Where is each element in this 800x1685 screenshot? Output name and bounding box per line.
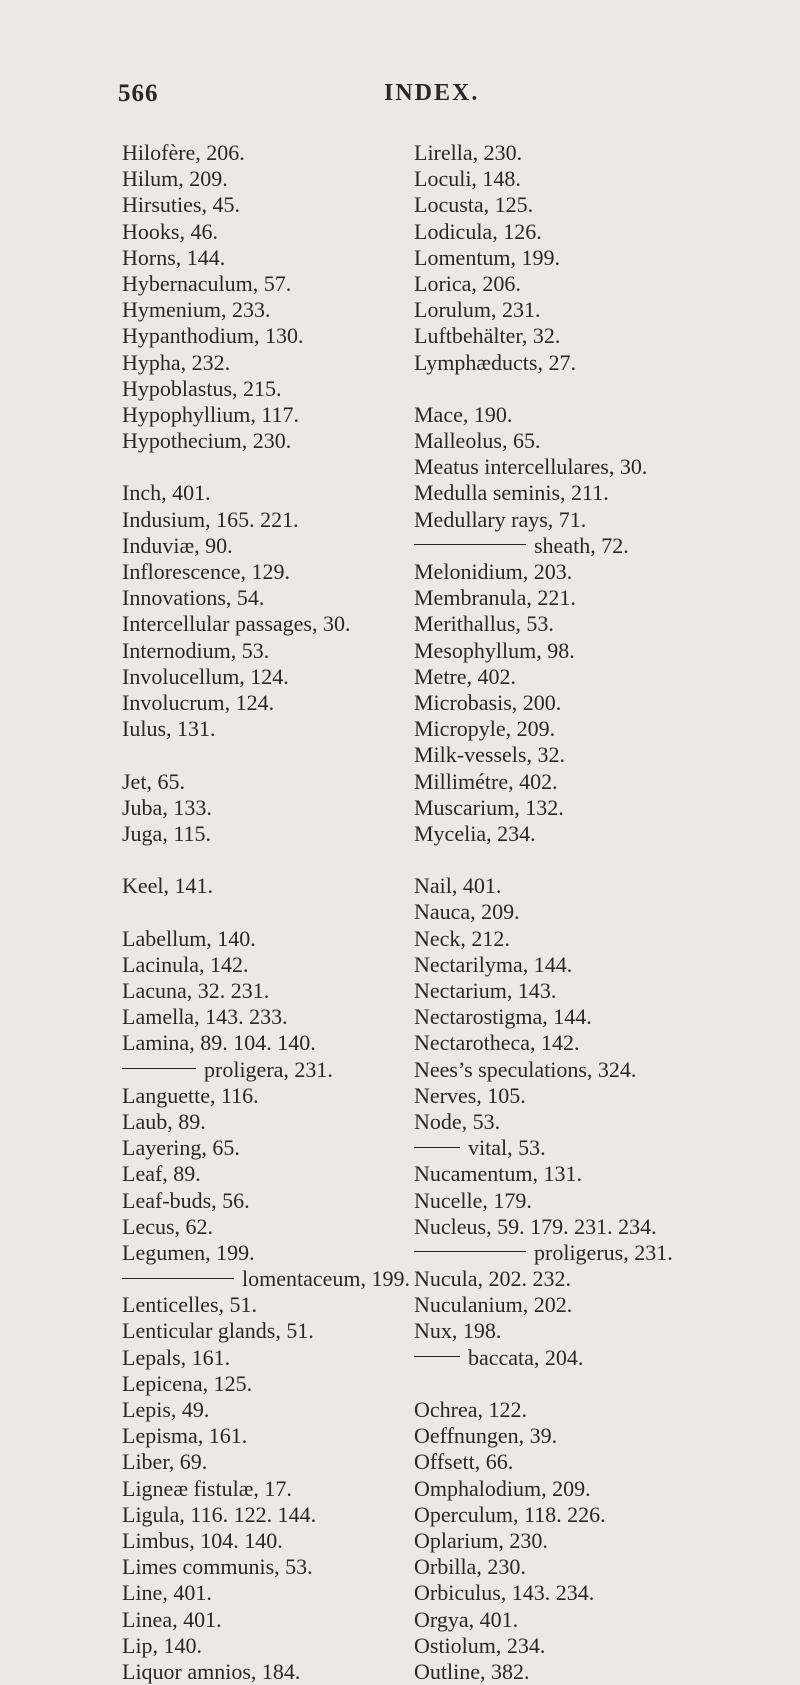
- index-entry: [414, 899, 744, 925]
- index-entry: [122, 795, 452, 821]
- index-entry: [122, 1607, 452, 1633]
- index-entry: [122, 873, 452, 899]
- entry-text: Micropyle, 209.: [414, 716, 556, 742]
- index-entry: [122, 1109, 452, 1135]
- entry-text: Mycelia, 234.: [414, 820, 536, 846]
- entry-text: Metre, 402.: [414, 663, 517, 689]
- index-column-left: [122, 140, 452, 1685]
- entry-text: Keel, 141.: [122, 873, 214, 899]
- index-entry: [122, 480, 452, 506]
- entry-text: Nucula, 202. 232.: [414, 1266, 572, 1292]
- index-entry: [414, 1188, 744, 1214]
- entry-text: Nectarilyma, 144.: [414, 951, 573, 977]
- entry-text: Layering, 65.: [122, 1135, 240, 1161]
- index-entry: [414, 1057, 744, 1083]
- entry-text: Mace, 190.: [414, 401, 513, 427]
- index-entry: [414, 742, 744, 768]
- section-gap: [414, 847, 744, 873]
- index-entry: [122, 376, 452, 402]
- index-entry: [414, 140, 744, 166]
- index-entry: [122, 821, 452, 847]
- entry-text: Involucrum, 124.: [122, 689, 275, 715]
- index-entry: [122, 350, 452, 376]
- index-entry: [122, 638, 452, 664]
- index-entry: [414, 480, 744, 506]
- entry-text: sheath, 72.: [534, 532, 629, 558]
- index-entry: [414, 1266, 744, 1292]
- index-entry: [414, 1318, 744, 1344]
- index-entry: [122, 716, 452, 742]
- entry-text: Hypophyllium, 117.: [122, 401, 300, 427]
- entry-text: Lamella, 143. 233.: [122, 1004, 288, 1030]
- entry-text: Lip, 140.: [122, 1632, 203, 1658]
- entry-text: Luftbehälter, 32.: [414, 323, 561, 349]
- entry-text: Internodium, 53.: [122, 637, 270, 663]
- entry-text: Hypha, 232.: [122, 349, 231, 375]
- repeat-dash: [414, 544, 526, 545]
- entry-text: Lodicula, 126.: [414, 218, 542, 244]
- entry-text: Merithallus, 53.: [414, 611, 554, 637]
- entry-text: lomentaceum, 199.: [242, 1266, 411, 1292]
- index-entry: [122, 1318, 452, 1344]
- entry-text: baccata, 204.: [468, 1344, 584, 1370]
- index-entry: [414, 166, 744, 192]
- entry-text: Nauca, 209.: [414, 899, 520, 925]
- index-entry: [122, 1266, 452, 1292]
- entry-text: Nail, 401.: [414, 873, 502, 899]
- entry-text: Nectarium, 143.: [414, 978, 557, 1003]
- entry-text: Line, 401.: [122, 1580, 212, 1606]
- index-entry: [122, 192, 452, 218]
- entry-text: Liquor amnios, 184.: [122, 1658, 301, 1684]
- entry-text: Operculum, 118. 226.: [414, 1501, 606, 1527]
- index-entry: [122, 1240, 452, 1266]
- index-entry: [122, 952, 452, 978]
- index-entry: [122, 1659, 452, 1685]
- index-entry: [122, 611, 452, 637]
- entry-text: Hypoblastus, 215.: [122, 375, 282, 401]
- entry-text: Hypanthodium, 130.: [122, 323, 304, 349]
- index-entry: [122, 271, 452, 297]
- entry-text: Hooks, 46.: [122, 218, 218, 244]
- entry-text: Horns, 144.: [122, 244, 226, 270]
- section-gap: [414, 1371, 744, 1397]
- entry-text: Microbasis, 200.: [414, 689, 562, 715]
- index-entry: [122, 323, 452, 349]
- index-entry: [414, 1240, 744, 1266]
- entry-text: Ochrea, 122.: [414, 1397, 528, 1422]
- entry-text: Orgya, 401.: [414, 1606, 519, 1632]
- index-entry: [122, 533, 452, 559]
- entry-text: Millimétre, 402.: [414, 768, 558, 794]
- entry-text: Nectarostigma, 144.: [414, 1004, 592, 1030]
- index-entry: [122, 664, 452, 690]
- index-entry: [122, 978, 452, 1004]
- entry-text: Omphalodium, 209.: [414, 1475, 591, 1501]
- index-entry: [414, 402, 744, 428]
- entry-text: Leaf-buds, 56.: [122, 1187, 250, 1213]
- page-number: 566: [118, 80, 159, 107]
- index-entry: [122, 690, 452, 716]
- entry-text: Medulla seminis, 211.: [414, 480, 609, 506]
- entry-text: Nucleus, 59. 179. 231. 234.: [414, 1213, 657, 1239]
- index-entry: [414, 1449, 744, 1475]
- entry-text: Limbus, 104. 140.: [122, 1527, 283, 1553]
- entry-text: Lenticular glands, 51.: [122, 1318, 314, 1344]
- entry-text: Orbiculus, 143. 234.: [414, 1580, 595, 1606]
- entry-text: Milk-vessels, 32.: [414, 742, 565, 768]
- entry-text: Juga, 115.: [122, 820, 212, 846]
- index-entry: [122, 297, 452, 323]
- entry-text: Oplarium, 230.: [414, 1527, 548, 1553]
- entry-text: Ligneæ fistulæ, 17.: [122, 1475, 292, 1501]
- index-entry: [414, 559, 744, 585]
- index-entry: [414, 1607, 744, 1633]
- index-entry: [122, 926, 452, 952]
- entry-text: Nucamentum, 131.: [414, 1161, 583, 1187]
- page-title: INDEX.: [384, 80, 480, 106]
- entry-text: Inflorescence, 129.: [122, 559, 290, 584]
- index-entry: [414, 1423, 744, 1449]
- entry-text: Laub, 89.: [122, 1108, 206, 1134]
- index-entry: [122, 1345, 452, 1371]
- entry-text: Hilofère, 206.: [122, 140, 245, 165]
- index-entry: [414, 1580, 744, 1606]
- index-entry: [414, 873, 744, 899]
- index-entry: [414, 1476, 744, 1502]
- entry-text: Leaf, 89.: [122, 1161, 201, 1187]
- entry-text: Lamina, 89. 104. 140.: [122, 1030, 316, 1056]
- entry-text: Nucelle, 179.: [414, 1187, 532, 1213]
- entry-text: Ligula, 116. 122. 144.: [122, 1501, 317, 1527]
- index-entry: [414, 664, 744, 690]
- index-entry: [414, 323, 744, 349]
- page-header: [0, 80, 800, 120]
- index-entry: [414, 1292, 744, 1318]
- index-entry: [414, 507, 744, 533]
- entry-text: Locusta, 125.: [414, 192, 534, 218]
- index-entry: [414, 585, 744, 611]
- entry-text: Hirsuties, 45.: [122, 192, 240, 218]
- index-entry: [122, 1030, 452, 1056]
- entry-text: Outline, 382.: [414, 1658, 530, 1684]
- index-entry: [414, 1659, 744, 1685]
- entry-text: proligerus, 231.: [534, 1239, 673, 1265]
- entry-text: Lacuna, 32. 231.: [122, 978, 270, 1003]
- entry-text: Lacinula, 142.: [122, 951, 249, 977]
- entry-text: Intercellular passages, 30.: [122, 611, 351, 637]
- index-entry: [414, 428, 744, 454]
- entry-text: Involucellum, 124.: [122, 663, 289, 689]
- entry-text: Nerves, 105.: [414, 1082, 526, 1108]
- entry-text: Lenticelles, 51.: [122, 1292, 258, 1318]
- section-gap: [122, 899, 452, 925]
- index-entry: [414, 638, 744, 664]
- index-entry: [122, 1476, 452, 1502]
- index-entry: [414, 978, 744, 1004]
- entry-text: Lorulum, 231.: [414, 297, 541, 323]
- index-entry: [414, 1345, 744, 1371]
- entry-text: Node, 53.: [414, 1108, 501, 1134]
- index-entry: [414, 1004, 744, 1030]
- index-entry: [122, 1449, 452, 1475]
- index-entry: [414, 192, 744, 218]
- index-column-right: [414, 140, 744, 1685]
- index-entry: [122, 219, 452, 245]
- index-entry: [122, 1188, 452, 1214]
- entry-text: Innovations, 54.: [122, 585, 265, 611]
- index-entry: [414, 821, 744, 847]
- entry-text: Lepis, 49.: [122, 1397, 210, 1422]
- index-entry: [414, 1397, 744, 1423]
- index-entry: [414, 219, 744, 245]
- entry-text: Linea, 401.: [122, 1606, 222, 1632]
- entry-text: Loculi, 148.: [414, 166, 521, 192]
- index-entry: [414, 1214, 744, 1240]
- index-entry: [122, 166, 452, 192]
- index-entry: [122, 1004, 452, 1030]
- section-gap: [122, 847, 452, 873]
- index-entry: [414, 952, 744, 978]
- index-entry: [122, 1057, 452, 1083]
- index-entry: [414, 1502, 744, 1528]
- index-entry: [414, 297, 744, 323]
- index-entry: [122, 1502, 452, 1528]
- index-entry: [122, 402, 452, 428]
- entry-text: Lepisma, 161.: [122, 1423, 248, 1449]
- index-entry: [414, 533, 744, 559]
- index-entry: [122, 245, 452, 271]
- index-entry: [122, 1161, 452, 1187]
- entry-text: Hilum, 209.: [122, 166, 228, 192]
- index-entry: [414, 926, 744, 952]
- entry-text: Legumen, 199.: [122, 1239, 255, 1265]
- entry-text: Lirella, 230.: [414, 140, 523, 165]
- repeat-dash: [414, 1356, 460, 1357]
- index-entry: [414, 769, 744, 795]
- index-entry: [122, 1554, 452, 1580]
- section-gap: [414, 376, 744, 402]
- entry-text: Oeffnungen, 39.: [414, 1423, 558, 1449]
- index-entry: [414, 611, 744, 637]
- index-entry: [122, 1423, 452, 1449]
- index-entry: [122, 1292, 452, 1318]
- entry-text: Lecus, 62.: [122, 1213, 214, 1239]
- index-entry: [122, 1371, 452, 1397]
- index-entry: [122, 1083, 452, 1109]
- index-entry: [122, 1214, 452, 1240]
- index-entry: [122, 1135, 452, 1161]
- index-entry: [122, 769, 452, 795]
- index-entry: [122, 559, 452, 585]
- entry-text: Induviæ, 90.: [122, 532, 233, 558]
- entry-text: Membranula, 221.: [414, 585, 576, 611]
- repeat-dash: [414, 1147, 460, 1148]
- entry-text: Languette, 116.: [122, 1082, 259, 1108]
- section-gap: [122, 454, 452, 480]
- index-entry: [414, 1030, 744, 1056]
- entry-text: Hybernaculum, 57.: [122, 270, 292, 296]
- entry-text: Meatus intercellulares, 30.: [414, 454, 648, 480]
- entry-text: Nuculanium, 202.: [414, 1292, 573, 1318]
- index-entry: [122, 1397, 452, 1423]
- index-entry: [414, 454, 744, 480]
- index-entry: [414, 1135, 744, 1161]
- repeat-dash: [122, 1278, 234, 1279]
- entry-text: Melonidium, 203.: [414, 559, 573, 584]
- entry-text: Indusium, 165. 221.: [122, 506, 299, 532]
- entry-text: Neck, 212.: [414, 925, 510, 951]
- index-entry: [414, 1083, 744, 1109]
- entry-text: Inch, 401.: [122, 480, 211, 506]
- repeat-dash: [122, 1068, 196, 1069]
- entry-text: Malleolus, 65.: [414, 428, 541, 454]
- index-entry: [414, 245, 744, 271]
- entry-text: Liber, 69.: [122, 1449, 208, 1475]
- entry-text: Nux, 198.: [414, 1318, 502, 1344]
- index-entry: [122, 507, 452, 533]
- entry-text: Lorica, 206.: [414, 270, 521, 296]
- entry-text: Nees’s speculations, 324.: [414, 1056, 637, 1082]
- index-entry: [122, 1528, 452, 1554]
- entry-text: Mesophyllum, 98.: [414, 637, 575, 663]
- index-entry: [122, 428, 452, 454]
- entry-text: Ostiolum, 234.: [414, 1632, 546, 1658]
- entry-text: Hypothecium, 230.: [122, 428, 292, 454]
- entry-text: Iulus, 131.: [122, 716, 216, 742]
- index-entry: [414, 690, 744, 716]
- repeat-dash: [414, 1251, 526, 1252]
- index-entry: [122, 585, 452, 611]
- entry-text: Muscarium, 132.: [414, 794, 564, 820]
- index-entry: [414, 1554, 744, 1580]
- index-entry: [414, 716, 744, 742]
- entry-text: proligera, 231.: [204, 1056, 333, 1082]
- index-entry: [122, 1633, 452, 1659]
- index-entry: [122, 140, 452, 166]
- section-gap: [122, 742, 452, 768]
- entry-text: Nectarotheca, 142.: [414, 1030, 580, 1056]
- entry-text: Jet, 65.: [122, 768, 185, 794]
- index-entry: [414, 1528, 744, 1554]
- entry-text: Medullary rays, 71.: [414, 506, 587, 532]
- index-entry: [122, 1580, 452, 1606]
- entry-text: Limes communis, 53.: [122, 1554, 313, 1580]
- index-entry: [414, 795, 744, 821]
- entry-text: Lepals, 161.: [122, 1344, 231, 1370]
- index-entry: [414, 1161, 744, 1187]
- entry-text: Orbilla, 230.: [414, 1554, 526, 1580]
- index-entry: [414, 271, 744, 297]
- entry-text: Offsett, 66.: [414, 1449, 514, 1475]
- entry-text: vital, 53.: [468, 1135, 546, 1161]
- index-entry: [414, 1109, 744, 1135]
- entry-text: Lymphæducts, 27.: [414, 349, 576, 375]
- index-entry: [414, 350, 744, 376]
- entry-text: Labellum, 140.: [122, 925, 256, 951]
- entry-text: Juba, 133.: [122, 794, 212, 820]
- entry-text: Hymenium, 233.: [122, 297, 271, 323]
- entry-text: Lomentum, 199.: [414, 244, 561, 270]
- entry-text: Lepicena, 125.: [122, 1370, 253, 1396]
- index-entry: [414, 1633, 744, 1659]
